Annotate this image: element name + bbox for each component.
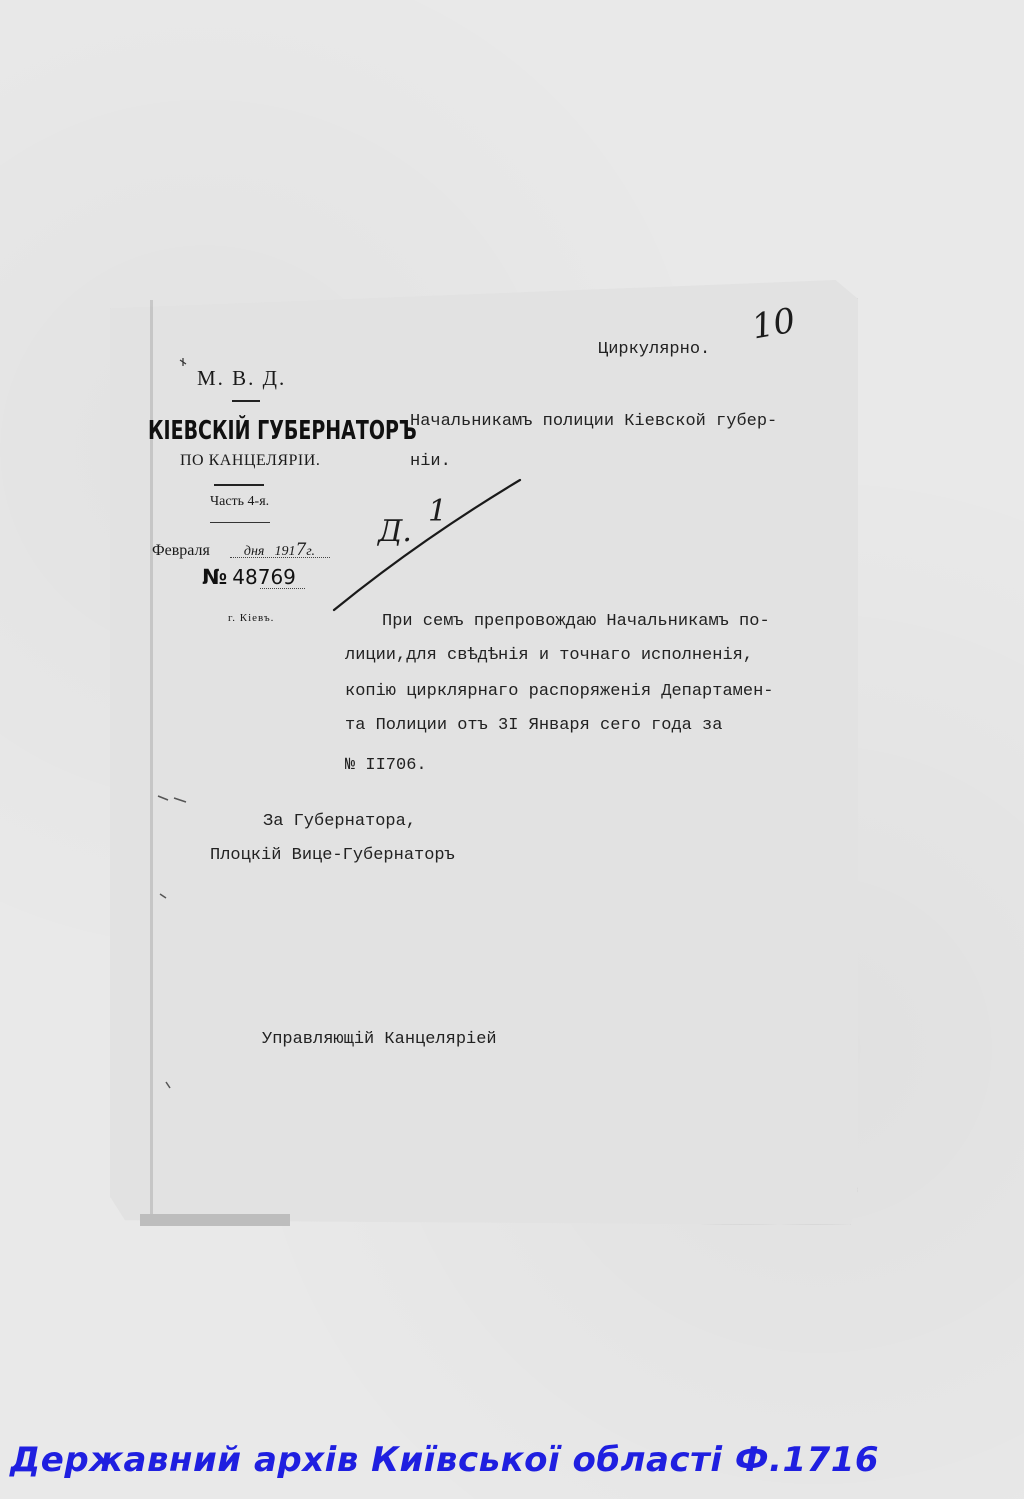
signature-line: Плоцкій Вице-Губернаторъ: [210, 846, 455, 865]
date-year-suffix: г.: [306, 544, 316, 559]
addressee-line: Начальникамъ полиции Кіевской губер-: [410, 412, 778, 431]
circular-label: Циркулярно.: [598, 340, 711, 359]
number-underline: [260, 588, 305, 589]
date-month: Февраля: [152, 542, 210, 559]
chancery-heading: ПО КАНЦЕЛЯРІИ.: [180, 452, 321, 469]
date-day-word: дня: [243, 544, 265, 559]
number-value: 48769: [232, 565, 296, 589]
addressee-line: ніи.: [410, 452, 451, 471]
handwritten-file-letter: Д.: [378, 514, 412, 549]
body-line: копію цирклярнаго распоряженія Департамен-: [345, 682, 774, 701]
divider: [210, 522, 270, 523]
divider: [232, 400, 260, 402]
body-line: При семъ препровождаю Начальникамъ по-: [382, 612, 770, 631]
sheet-underlay-strip: [140, 1214, 290, 1226]
body-line: № II706.: [345, 756, 427, 775]
outgoing-number: [202, 565, 296, 590]
body-line: та Полиции отъ 3I Января сего года за: [345, 716, 723, 735]
ministry-heading: М. В. Д.: [197, 366, 287, 390]
governor-heading: КІЕВСКІЙ ГУБЕРНАТОРЪ: [148, 416, 417, 446]
handwritten-page-number: 10: [748, 300, 799, 348]
date-year-handwritten: 7: [295, 540, 307, 560]
signature-line: За Губернатора,: [263, 812, 417, 831]
handwritten-file-digit: 1: [428, 494, 448, 529]
department-part: Часть 4-я.: [210, 494, 270, 509]
divider: [214, 484, 264, 486]
number-sign: №: [202, 565, 228, 589]
city: г. Кіевъ.: [228, 612, 275, 624]
chancery-manager-line: Управляющій Канцеляріей: [262, 1030, 497, 1049]
archive-caption: Державний архів Київської області Ф.1716: [10, 1440, 880, 1480]
date-year-prefix: 191: [274, 544, 296, 559]
body-line: лиции,для свѣдѣнія и точнаго исполненія,: [345, 646, 754, 665]
date-underline: [230, 557, 330, 558]
